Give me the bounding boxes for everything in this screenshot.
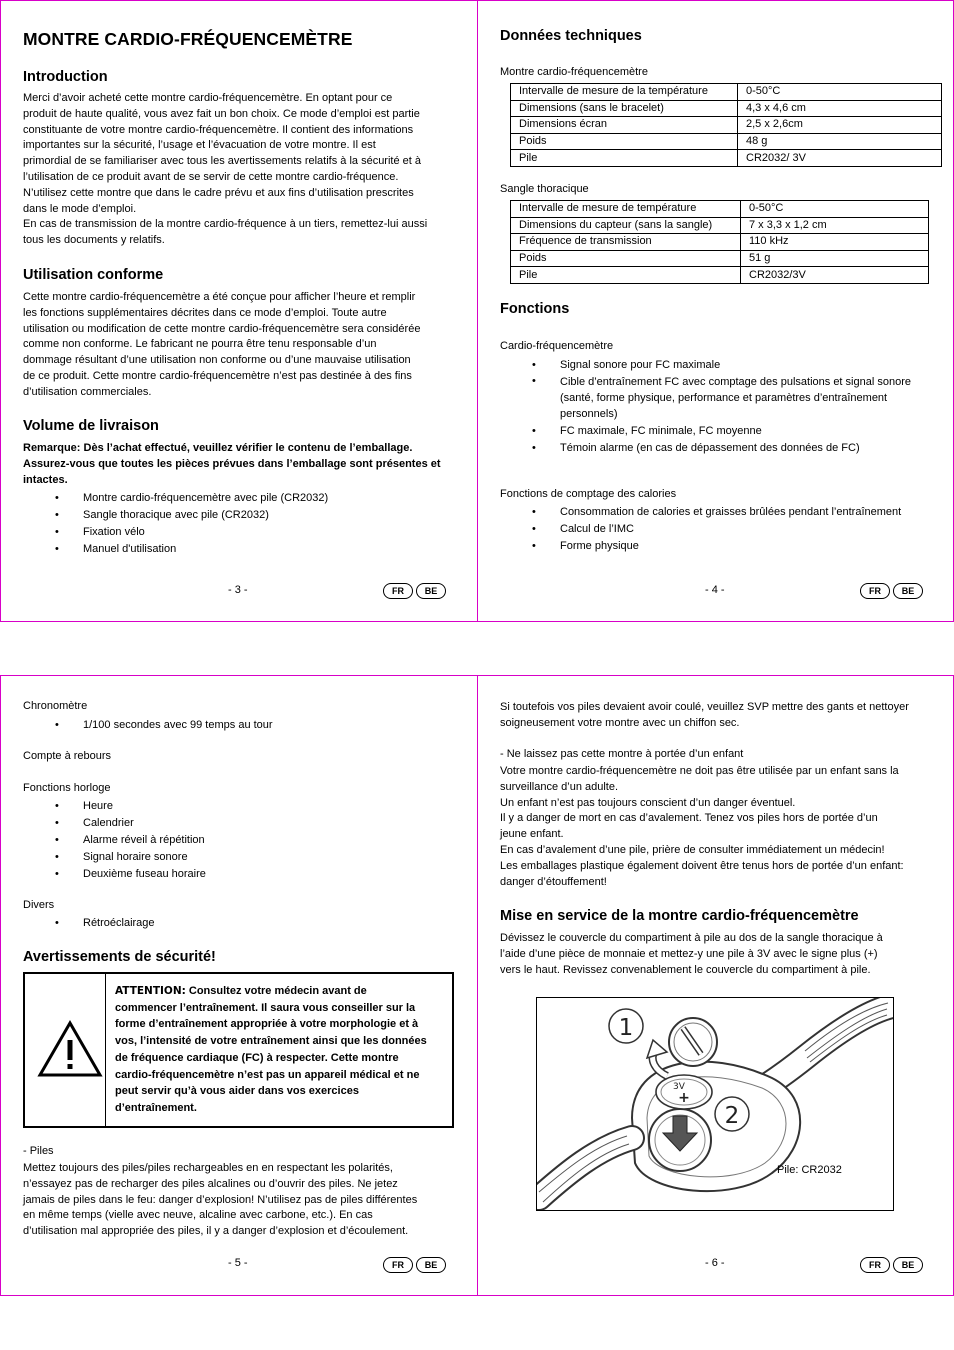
warning-label: ATTENTION: bbox=[115, 985, 186, 997]
list-item: • Forme physique bbox=[500, 538, 940, 555]
technical-data-heading: Données techniques bbox=[500, 28, 642, 44]
badge-be: BE bbox=[416, 583, 446, 599]
text-line: surveillance d’un adulte. bbox=[500, 780, 619, 793]
text-line: soigneusement votre montre avec un chiffon sec. bbox=[500, 716, 740, 729]
language-badges bbox=[860, 583, 923, 599]
table-row bbox=[511, 267, 929, 284]
cardio-functions-list bbox=[500, 357, 940, 457]
text-line: les fonctions supplémentaires décrites dans ce mode d’emploi. Toute autre bbox=[23, 306, 387, 319]
table-row bbox=[511, 250, 929, 267]
table-row bbox=[511, 84, 942, 101]
warning-triangle-icon bbox=[37, 1020, 103, 1078]
warning-line: commencer l’entraînement. Il saura vous conseiller sur la bbox=[115, 1001, 416, 1014]
list-item: • Calendrier bbox=[23, 815, 463, 832]
text-line: jamais de piles dans le feu: danger d’explosion! N’utilisez pas de piles différentes bbox=[23, 1193, 418, 1206]
list-item: • FC maximale, FC minimale, FC moyenne bbox=[500, 423, 940, 440]
text-line: Cette montre cardio-fréquencemètre a été conçue pour afficher l’heure et remplir bbox=[23, 291, 416, 303]
countdown-subtitle: Compte à rebours bbox=[23, 750, 112, 762]
text-line: Dévissez le couvercle du compartiment à pile au dos de la sangle thoracique à bbox=[500, 932, 883, 944]
document-title: MONTRE CARDIO-FRÉQUENCEMÈTRE bbox=[23, 29, 353, 49]
battery-plus-sign: + bbox=[678, 1090, 690, 1106]
table-cell: CR2032/ 3V bbox=[738, 150, 942, 167]
table-cell: Dimensions (sans le bracelet) bbox=[511, 100, 738, 117]
table-cell: Poids bbox=[511, 133, 738, 150]
text-line: tous les documents y relatifs. bbox=[23, 234, 165, 247]
badge-be: BE bbox=[893, 583, 923, 599]
misc-subtitle: Divers bbox=[23, 899, 55, 911]
text-line: comme non conforme. Le fabricant ne pourra être tenu responsable d’un bbox=[23, 338, 377, 351]
spec-table-strap bbox=[510, 200, 929, 284]
language-badges bbox=[860, 1257, 923, 1273]
text-line: d’utilisation commerciales. bbox=[23, 385, 152, 398]
list-item-text: Cible d’entraînement FC avec comptage des pulsations et signal sonore bbox=[560, 376, 911, 388]
table-cell: Poids bbox=[511, 250, 741, 267]
introduction-heading: Introduction bbox=[23, 69, 108, 85]
introduction-text bbox=[23, 91, 463, 249]
list-item-subtext: (santé, forme physique, performance et paramètres d’entraînement personnels) bbox=[560, 391, 888, 420]
page-number: - 3 - bbox=[228, 584, 248, 596]
leak-text bbox=[500, 700, 940, 732]
child-warning-text bbox=[500, 764, 940, 890]
warning-box bbox=[23, 972, 454, 1128]
table-cell: CR2032/3V bbox=[741, 267, 929, 284]
text-line: primordial de se familiariser avec tous les avertissements relatifs à la sécurité et à bbox=[23, 155, 421, 168]
text-line: Les emballages plastique également doivent être tenus hors de portée d’un enfant: bbox=[500, 859, 904, 872]
text-line: N’utilisez cette montre que dans le cadre prévu et aux fins d’utilisation prescrites bbox=[23, 186, 414, 199]
usage-heading: Utilisation conforme bbox=[23, 267, 164, 283]
step-2-label: 2 bbox=[724, 1103, 740, 1129]
delivery-heading: Volume de livraison bbox=[23, 418, 159, 434]
figure-caption: Pile: CR2032 bbox=[777, 1164, 842, 1176]
text-line: en même temps (vielle avec neuve, alcaline avec carbone, etc.). En cas bbox=[23, 1209, 373, 1222]
text-line: En cas de transmission de la montre cardio-fréquence à un tiers, remettez-lui aussi bbox=[23, 218, 428, 231]
text-line: l’aide d’une pièce de monnaie et mettez-y une pile à 3V avec le signe plus (+) bbox=[500, 947, 878, 960]
warning-line: peut servir qu’à vous aider dans vos exercices bbox=[115, 1085, 359, 1098]
spec-table-watch bbox=[510, 83, 942, 167]
text-line: En cas d’avalement d’une pile, prière de consulter immédiatement un médecin! bbox=[500, 843, 885, 856]
list-item: • Deuxième fuseau horaire bbox=[23, 866, 463, 883]
list-item: • Sangle thoracique avec pile (CR2032) bbox=[23, 507, 463, 524]
badge-be: BE bbox=[416, 1257, 446, 1273]
page-number: - 4 - bbox=[705, 584, 725, 596]
list-item: • Signal horaire sonore bbox=[23, 849, 463, 866]
list-item: • Heure bbox=[23, 798, 463, 815]
warning-line: vos, l’intensité de votre entraînement ainsi que les données bbox=[115, 1035, 427, 1048]
language-badges bbox=[383, 1257, 446, 1273]
page-number: - 6 - bbox=[705, 1257, 725, 1269]
table-cell: Intervalle de mesure de température bbox=[511, 201, 741, 218]
child-warning-title: - Ne laissez pas cette montre à portée d’un enfant bbox=[500, 748, 744, 760]
batteries-subtitle: - Piles bbox=[23, 1145, 54, 1157]
text-line: produit de haute qualité, vous avez fait un bon choix. Ce mode d’emploi est partie bbox=[23, 107, 420, 120]
clock-subtitle: Fonctions horloge bbox=[23, 782, 111, 794]
calorie-subtitle: Fonctions de comptage des calories bbox=[500, 488, 677, 500]
table-cell: 4,3 x 4,6 cm bbox=[738, 100, 942, 117]
table-row bbox=[511, 217, 929, 234]
warning-line: Consultez votre médecin avant de bbox=[185, 985, 367, 997]
misc-list bbox=[23, 915, 463, 932]
text-line: Si toutefois vos piles devaient avoir coulé, veuillez SVP mettre des gants et nettoyer bbox=[500, 701, 909, 713]
list-item: • Calcul de l’IMC bbox=[500, 521, 940, 538]
text-line: Un enfant n’est pas toujours conscient d’un danger éventuel. bbox=[500, 796, 796, 809]
text-line: d’utilisation mal appropriée des piles, il y a danger d’explosion et d’écoulement. bbox=[23, 1225, 409, 1238]
list-item bbox=[500, 374, 940, 423]
calorie-functions-list bbox=[500, 504, 940, 555]
table-cell: 7 x 3,3 x 1,2 cm bbox=[741, 217, 929, 234]
battery-installation-figure bbox=[536, 997, 894, 1211]
list-item: • 1/100 secondes avec 99 temps au tour bbox=[23, 717, 463, 734]
delivery-remark bbox=[23, 441, 463, 488]
table-cell: 2,5 x 2,6cm bbox=[738, 117, 942, 134]
delivery-list bbox=[23, 490, 463, 558]
text-line: dans le mode d’emploi. bbox=[23, 202, 137, 215]
table-cell: 110 kHz bbox=[741, 234, 929, 251]
list-item: • Montre cardio-fréquencemètre avec pile (CR2032) bbox=[23, 490, 463, 507]
badge-fr: FR bbox=[860, 583, 890, 599]
list-item: • Fixation vélo bbox=[23, 524, 463, 541]
table-row bbox=[511, 100, 942, 117]
badge-fr: FR bbox=[383, 1257, 413, 1273]
text-line: Remarque: Dès l’achat effectué, veuillez vérifier le contenu de l’emballage. bbox=[23, 442, 413, 454]
chrono-list bbox=[23, 717, 463, 734]
setup-heading: Mise en service de la montre cardio-fréquencemètre bbox=[500, 908, 859, 924]
text-line: danger d’étouffement! bbox=[500, 875, 607, 888]
warning-divider bbox=[105, 974, 106, 1126]
list-item: • Témoin alarme (en cas de dépassement des données de FC) bbox=[500, 440, 940, 457]
table-cell: 48 g bbox=[738, 133, 942, 150]
list-item: • Consommation de calories et graisses brûlées pendant l’entraînement bbox=[500, 504, 940, 521]
table-cell: Pile bbox=[511, 150, 738, 167]
table-cell: Dimensions écran bbox=[511, 117, 738, 134]
table-row bbox=[511, 234, 929, 251]
setup-text bbox=[500, 931, 940, 978]
text-line: de ce produit. Cette montre cardio-fréquencemètre n’est pas destinée à des fins bbox=[23, 369, 412, 382]
warning-line: de fréquence cardiaque (FC) à respecter. Cette montre bbox=[115, 1051, 399, 1064]
chest-strap-illustration bbox=[537, 998, 893, 1210]
text-line: n’essayez pas de recharger des piles alcalines ou d’ouvrir des piles. Ne jetez bbox=[23, 1177, 398, 1190]
text-line: jeune enfant. bbox=[500, 828, 564, 841]
table-row bbox=[511, 117, 942, 134]
warning-line: d’entraînement. bbox=[115, 1101, 197, 1114]
page-6 bbox=[477, 675, 954, 1296]
warning-text bbox=[115, 983, 442, 1117]
text-line: dommage résultant d’une utilisation non conforme ou d’une mauvaise utilisation bbox=[23, 354, 411, 367]
table-cell: Intervalle de mesure de la température bbox=[511, 84, 738, 101]
table-strap-caption: Sangle thoracique bbox=[500, 183, 589, 195]
table-row bbox=[511, 201, 929, 218]
list-item: • Manuel d'utilisation bbox=[23, 541, 463, 558]
text-line: l’utilisation de ce produit avant de se servir de cette montre cardio-fréquence. bbox=[23, 170, 399, 183]
list-item: • Signal sonore pour FC maximale bbox=[500, 357, 940, 374]
list-item: • Alarme réveil à répétition bbox=[23, 832, 463, 849]
table-cell: Pile bbox=[511, 267, 741, 284]
chrono-subtitle: Chronomètre bbox=[23, 700, 88, 712]
table-cell: 0-50°C bbox=[738, 84, 942, 101]
table-cell: Fréquence de transmission bbox=[511, 234, 741, 251]
badge-be: BE bbox=[893, 1257, 923, 1273]
text-line: Votre montre cardio-fréquencemètre ne doit pas être utilisée par un enfant sans la bbox=[500, 765, 899, 777]
table-cell: Dimensions du capteur (sans la sangle) bbox=[511, 217, 741, 234]
safety-heading: Avertissements de sécurité! bbox=[23, 949, 216, 965]
warning-line: forme d’entraînement appropriée à votre morphologie et à bbox=[115, 1018, 419, 1031]
table-row bbox=[511, 150, 942, 167]
batteries-text bbox=[23, 1161, 463, 1240]
functions-heading: Fonctions bbox=[500, 301, 570, 317]
text-line bbox=[115, 983, 442, 1000]
text-line: intactes. bbox=[23, 473, 68, 486]
table-watch-caption: Montre cardio-fréquencemètre bbox=[500, 66, 648, 78]
page-5 bbox=[0, 675, 478, 1296]
battery-voltage-label: 3V bbox=[673, 1082, 685, 1092]
table-row bbox=[511, 133, 942, 150]
text-line: Mettez toujours des piles/piles rechargeables en en respectant les polarités, bbox=[23, 1162, 393, 1174]
text-line: Il y a danger de mort en cas d’avalement. Tenez vos piles hors de portée d’un bbox=[500, 812, 878, 825]
page-3 bbox=[0, 0, 478, 622]
clock-functions-list bbox=[23, 798, 463, 883]
list-item: • Rétroéclairage bbox=[23, 915, 463, 932]
usage-text bbox=[23, 290, 463, 401]
table-cell: 51 g bbox=[741, 250, 929, 267]
text-line: vers le haut. Revissez convenablement le couvercle du compartiment à pile. bbox=[500, 963, 871, 976]
cardio-subtitle: Cardio-fréquencemètre bbox=[500, 340, 614, 352]
text-line: utilisation ou modification de cette montre cardio-fréquencemètre sera considérée bbox=[23, 322, 421, 335]
text-line: Merci d’avoir acheté cette montre cardio-fréquencemètre. En optant pour ce bbox=[23, 92, 393, 104]
warning-line: cardio-fréquencemètre n’est pas un appareil médical et ne bbox=[115, 1068, 420, 1081]
text-line: Assurez-vous que toutes les pièces prévues dans l’emballage sont présentes et bbox=[23, 457, 441, 470]
text-line: importantes sur la sécurité, l’usage et l’évacuation de votre montre. Il est bbox=[23, 139, 376, 152]
page-number: - 5 - bbox=[228, 1257, 248, 1269]
badge-fr: FR bbox=[860, 1257, 890, 1273]
text-line: constituante de votre montre cardio-fréquencemètre. Il contient des informations bbox=[23, 123, 414, 136]
badge-fr: FR bbox=[383, 583, 413, 599]
table-cell: 0-50°C bbox=[741, 201, 929, 218]
step-1-label: 1 bbox=[618, 1015, 634, 1041]
page-4 bbox=[477, 0, 954, 622]
language-badges bbox=[383, 583, 446, 599]
